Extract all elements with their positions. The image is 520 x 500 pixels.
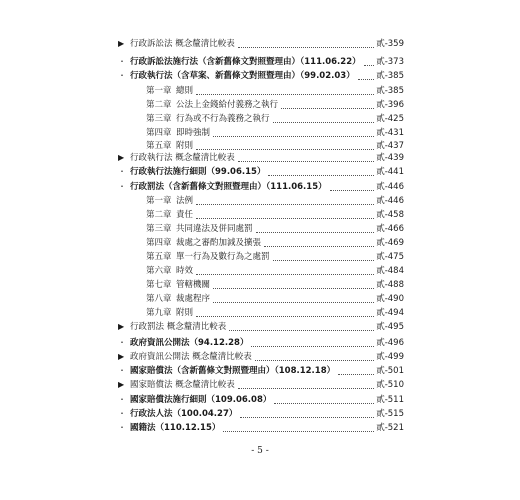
toc-page-number: 貳-385 xyxy=(376,86,404,96)
toc-leader-dots xyxy=(213,288,374,289)
toc-entry-title: 即時強制 xyxy=(176,128,211,138)
toc-entry[interactable] xyxy=(146,264,404,278)
toc-entry-title: 國家賠償法 概念釐清比較表 xyxy=(130,380,235,390)
toc-leader-dots xyxy=(223,431,374,432)
toc-leader-dots xyxy=(213,136,374,137)
toc-chapter-number: 第七章 xyxy=(146,280,172,290)
toc-entry-title: 行政執行法施行細則（99.06.15） xyxy=(130,167,266,177)
toc-chapter-number: 第六章 xyxy=(146,266,172,276)
toc-page-number: 貳-511 xyxy=(376,395,404,405)
toc-leader-dots xyxy=(229,330,374,331)
triangle-bullet-icon: ▶ xyxy=(118,39,125,48)
toc-leader-dots xyxy=(196,149,374,150)
toc-entry-title: 政府資訊公開法（94.12.28） xyxy=(130,338,249,348)
triangle-bullet-icon: ▶ xyxy=(118,153,125,162)
toc-entry[interactable] xyxy=(146,306,404,320)
toc-entry[interactable] xyxy=(146,222,404,236)
toc-page-number: 貳-484 xyxy=(376,266,404,276)
toc-chapter-number: 第四章 xyxy=(146,128,172,138)
toc-entry-title: 裁處之審酌加減及擴張 xyxy=(176,238,262,248)
toc-entry[interactable] xyxy=(146,98,404,112)
dot-bullet-icon: ・ xyxy=(118,71,126,80)
dot-bullet-icon: ・ xyxy=(118,409,126,418)
toc-page-number: 貳-437 xyxy=(376,141,404,151)
toc-leader-dots xyxy=(251,346,374,347)
toc-entry[interactable] xyxy=(118,407,404,421)
toc-chapter-number: 第二章 xyxy=(146,100,172,110)
toc-page-number: 貳-439 xyxy=(376,153,404,163)
toc-leader-dots xyxy=(196,274,374,275)
toc-entry[interactable] xyxy=(146,126,404,140)
toc-page-number: 貳-499 xyxy=(376,352,404,362)
toc-leader-dots xyxy=(358,79,375,80)
toc-page-number: 貳-385 xyxy=(376,71,404,81)
toc-entry-title: 管轄機關 xyxy=(176,280,211,290)
toc-chapter-number: 第五章 xyxy=(146,252,172,262)
toc-entry-title: 行政訴訟法施行法（含新舊條文對照暨理由）（111.06.22） xyxy=(130,57,361,67)
toc-page-number: 貳-515 xyxy=(376,409,404,419)
toc-page-number: 貳-373 xyxy=(376,57,404,67)
toc-entry[interactable] xyxy=(118,165,404,179)
toc-entry[interactable] xyxy=(118,364,404,378)
toc-page-number: 貳-490 xyxy=(376,294,404,304)
dot-bullet-icon: ・ xyxy=(118,182,126,191)
toc-leader-dots xyxy=(264,246,374,247)
toc-entry-title: 行政法人法（100.04.27） xyxy=(130,409,238,419)
toc-chapter-number: 第一章 xyxy=(146,86,172,96)
triangle-bullet-icon: ▶ xyxy=(118,352,125,361)
toc-entry[interactable] xyxy=(118,37,404,51)
toc-page-number: 貳-488 xyxy=(376,280,404,290)
toc-entry-title: 總則 xyxy=(176,86,194,96)
toc-page-number: 貳-495 xyxy=(376,322,404,332)
dot-bullet-icon: ・ xyxy=(118,167,126,176)
toc-chapter-number: 第二章 xyxy=(146,210,172,220)
toc-entry-title: 公法上金錢給付義務之執行 xyxy=(176,100,279,110)
triangle-bullet-icon: ▶ xyxy=(118,380,125,389)
toc-entry[interactable] xyxy=(146,292,404,306)
toc-entry-title: 法例 xyxy=(176,196,194,206)
toc-page-number: 貳-469 xyxy=(376,238,404,248)
toc-page-number: 貳-446 xyxy=(376,196,404,206)
toc-entry-title: 國家賠償法（含新舊條文對照暨理由）（108.12.18） xyxy=(130,366,336,376)
toc-leader-dots xyxy=(196,218,374,219)
toc-leader-dots xyxy=(268,175,374,176)
toc-entry-title: 時效 xyxy=(176,266,194,276)
toc-leader-dots xyxy=(330,190,375,191)
toc-chapter-number: 第八章 xyxy=(146,294,172,304)
toc-leader-dots xyxy=(238,161,374,162)
toc-entry-title: 行政訴訟法 概念釐清比較表 xyxy=(130,39,235,49)
toc-entry-title: 附則 xyxy=(176,308,194,318)
dot-bullet-icon: ・ xyxy=(118,338,126,347)
toc-page-number: 貳-396 xyxy=(376,100,404,110)
toc-chapter-number: 第四章 xyxy=(146,238,172,248)
toc-entry-title: 行為或不行為義務之執行 xyxy=(176,114,270,124)
toc-page-number: 貳-425 xyxy=(376,114,404,124)
toc-entry[interactable] xyxy=(118,180,404,194)
toc-page-number: 貳-359 xyxy=(376,39,404,49)
toc-page-number: 貳-501 xyxy=(376,366,404,376)
toc-entry-title: 行政執行法（含草案、新舊條文對照暨理由）（99.02.03） xyxy=(130,71,355,81)
toc-entry-title: 共同違法及併同處罰 xyxy=(176,224,253,234)
toc-page-number: 貳-458 xyxy=(376,210,404,220)
toc-leader-dots xyxy=(196,316,374,317)
dot-bullet-icon: ・ xyxy=(118,423,126,432)
toc-leader-dots xyxy=(196,94,374,95)
toc-page-number: 貳-510 xyxy=(376,380,404,390)
toc-entry-title: 政府資訊公開法 概念釐清比較表 xyxy=(130,352,252,362)
toc-entry[interactable] xyxy=(146,208,404,222)
toc-chapter-number: 第三章 xyxy=(146,224,172,234)
triangle-bullet-icon: ▶ xyxy=(118,322,125,331)
toc-leader-dots xyxy=(273,122,375,123)
toc-entry[interactable] xyxy=(118,421,404,435)
toc-entry[interactable] xyxy=(146,112,404,126)
toc-leader-dots xyxy=(255,360,374,361)
toc-page-number: 貳-446 xyxy=(376,182,404,192)
toc-entry[interactable] xyxy=(146,250,404,264)
toc-page-number: 貳-496 xyxy=(376,338,404,348)
toc-page-number: 貳-521 xyxy=(376,423,404,433)
toc-leader-dots xyxy=(213,302,374,303)
toc-chapter-number: 第一章 xyxy=(146,196,172,206)
toc-entry-title: 國籍法（110.12.15） xyxy=(130,423,221,433)
toc-entry[interactable] xyxy=(146,278,404,292)
toc-leader-dots xyxy=(196,204,374,205)
toc-entry[interactable] xyxy=(146,194,404,208)
toc-leader-dots xyxy=(281,108,374,109)
toc-leader-dots xyxy=(364,65,375,66)
toc-entry[interactable] xyxy=(118,151,404,165)
toc-chapter-number: 第五章 xyxy=(146,141,172,151)
toc-entry-title: 附則 xyxy=(176,141,194,151)
toc-entry-title: 行政罰法 概念釐清比較表 xyxy=(130,322,227,332)
toc-leader-dots xyxy=(274,403,374,404)
toc-page-number: 貳-494 xyxy=(376,308,404,318)
toc-entry[interactable] xyxy=(118,393,404,407)
toc-page-number: 貳-431 xyxy=(376,128,404,138)
toc-leader-dots xyxy=(238,47,374,48)
dot-bullet-icon: ・ xyxy=(118,395,126,404)
toc-leader-dots xyxy=(240,417,374,418)
toc-chapter-number: 第九章 xyxy=(146,308,172,318)
toc-page-number: 貳-441 xyxy=(376,167,404,177)
toc-leader-dots xyxy=(256,232,375,233)
toc-entry-title: 國家賠償法施行細則（109.06.08） xyxy=(130,395,272,405)
toc-leader-dots xyxy=(273,260,375,261)
toc-entry[interactable] xyxy=(118,350,404,364)
toc-entry[interactable] xyxy=(146,84,404,98)
toc-entry[interactable] xyxy=(118,378,404,392)
dot-bullet-icon: ・ xyxy=(118,57,126,66)
toc-entry-title: 責任 xyxy=(176,210,194,220)
toc-entry[interactable] xyxy=(118,55,404,69)
page-number: - 5 - xyxy=(251,446,269,456)
toc-entry[interactable] xyxy=(118,336,404,350)
toc-leader-dots xyxy=(238,388,374,389)
toc-entry-title: 裁處程序 xyxy=(176,294,211,304)
dot-bullet-icon: ・ xyxy=(118,366,126,375)
toc-entry[interactable] xyxy=(118,69,404,83)
toc-entry-title: 行政執行法 概念釐清比較表 xyxy=(130,153,235,163)
toc-chapter-number: 第三章 xyxy=(146,114,172,124)
toc-page-number: 貳-475 xyxy=(376,252,404,262)
toc-entry-title: 單一行為及數行為之處罰 xyxy=(176,252,270,262)
toc-entry[interactable] xyxy=(146,236,404,250)
toc-entry[interactable] xyxy=(118,320,404,334)
toc-leader-dots xyxy=(338,374,374,375)
toc-entry-title: 行政罰法（含新舊條文對照暨理由）（111.06.15） xyxy=(130,182,327,192)
toc-page-number: 貳-466 xyxy=(376,224,404,234)
